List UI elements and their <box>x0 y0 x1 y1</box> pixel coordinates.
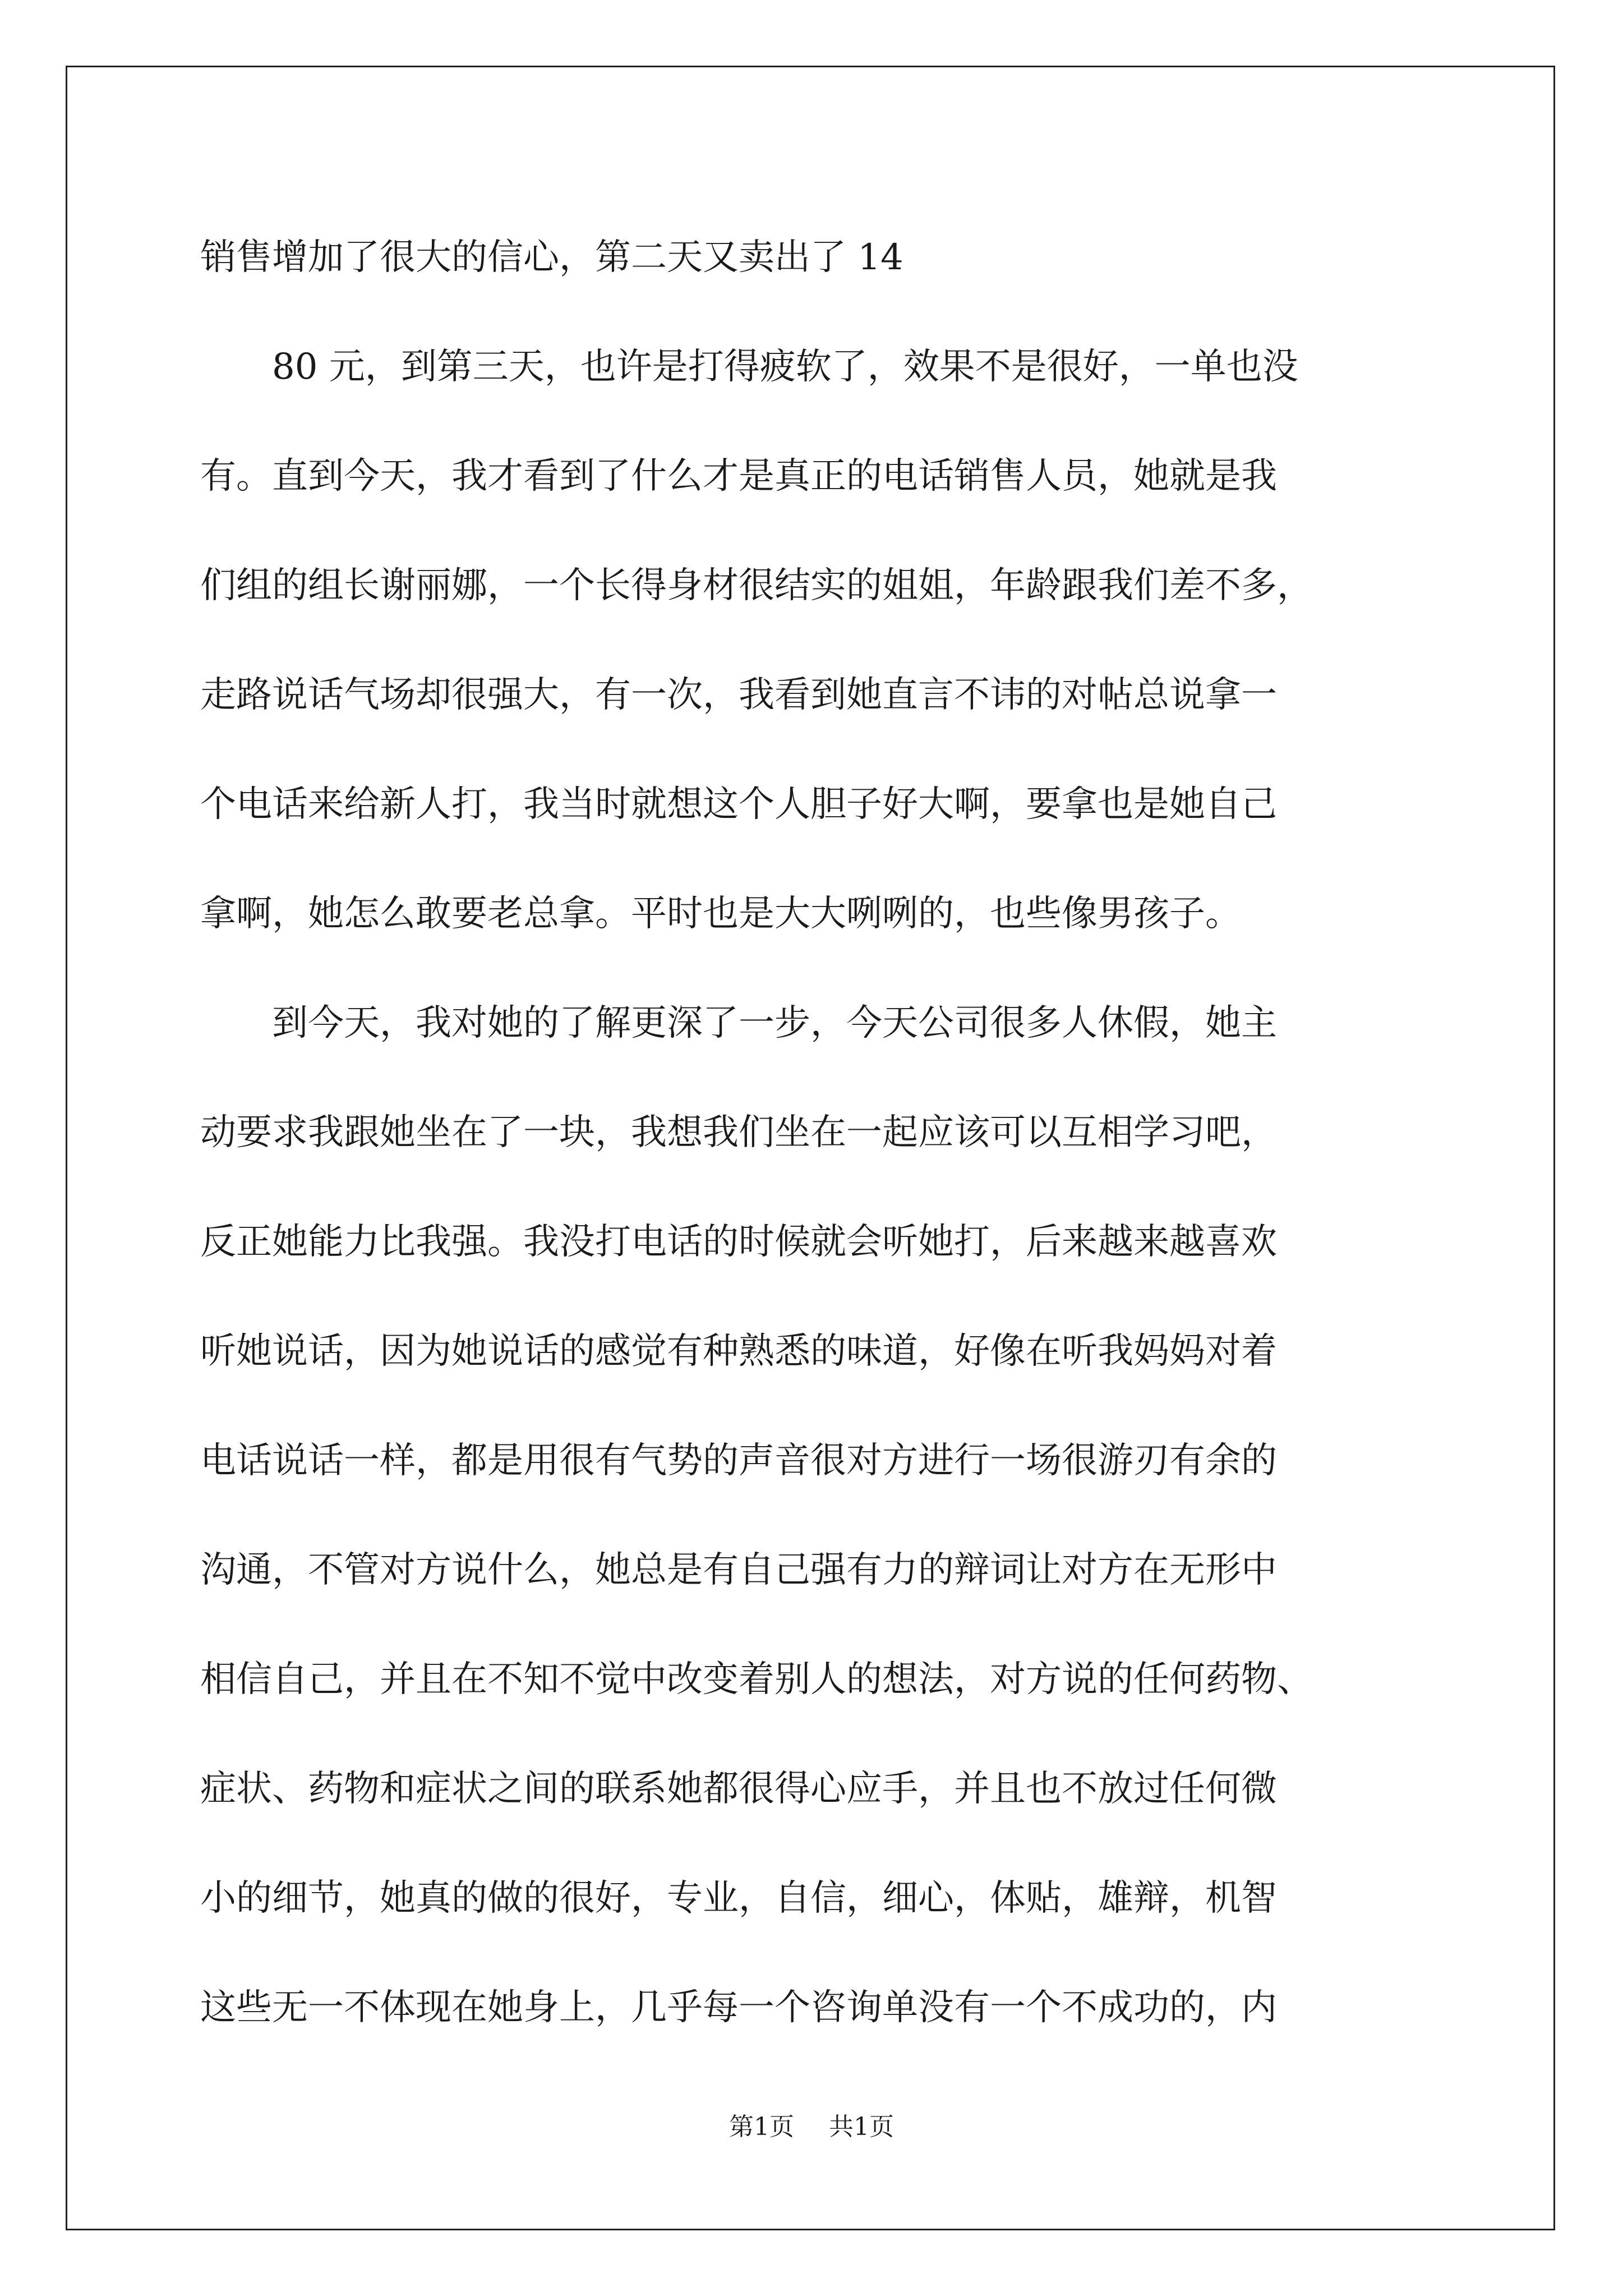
text-line-7: 拿啊，她怎么敢要老总拿。平时也是大大咧咧的，也些像男孩子。 <box>200 893 1241 935</box>
text-line-14: 相信自己，并且在不知不觉中改变着别人的想法，对方说的任何药物、 <box>200 1659 1313 1700</box>
document-body <box>200 203 1434 2063</box>
text-line-15: 症状、药物和症状之间的联系她都很得心应手，并且也不放过任何微 <box>200 1768 1277 1810</box>
text-line-13: 沟通，不管对方说什么，她总是有自己强有力的辩词让对方在无形中 <box>200 1549 1277 1591</box>
text-line-1: 销售增加了很大的信心，第二天又卖出了 14 <box>200 237 903 278</box>
text-line-4: 们组的组长谢丽娜，一个长得身材很结实的姐姐，年龄跟我们差不多， <box>200 565 1313 606</box>
text-line-5: 走路说话气场却很强大，有一次，我看到她直言不讳的对帖总说拿一 <box>200 674 1277 716</box>
text-line-9: 动要求我跟她坐在了一块，我想我们坐在一起应该可以互相学习吧， <box>200 1112 1277 1153</box>
text-line-16: 小的细节，她真的做的很好，专业，自信，细心，体贴，雄辩，机智 <box>200 1878 1277 1919</box>
text-line-8: 到今天，我对她的了解更深了一步，今天公司很多人休假，她主 <box>272 1002 1277 1044</box>
page-number-total: 共1页 <box>829 2113 894 2141</box>
text-line-6: 个电话来给新人打，我当时就想这个人胆子好大啊，要拿也是她自己 <box>200 784 1277 825</box>
page-number-current: 第1页 <box>729 2113 794 2141</box>
text-line-12: 电话说话一样，都是用很有气势的声音很对方进行一场很游刃有余的 <box>200 1440 1277 1481</box>
text-line-17: 这些无一不体现在她身上，几乎每一个咨询单没有一个不成功的，内 <box>200 1987 1277 2028</box>
text-line-2: 80 元，到第三天，也许是打得疲软了，效果不是很好，一单也没 <box>272 346 1298 388</box>
text-line-11: 听她说话，因为她说话的感觉有种熟悉的味道，好像在听我妈妈对着 <box>200 1331 1277 1372</box>
text-line-10: 反正她能力比我强。我没打电话的时候就会听她打，后来越来越喜欢 <box>200 1221 1277 1263</box>
page-footer <box>0 2106 1623 2142</box>
text-line-3: 有。直到今天，我才看到了什么才是真正的电话销售人员，她就是我 <box>200 455 1277 497</box>
